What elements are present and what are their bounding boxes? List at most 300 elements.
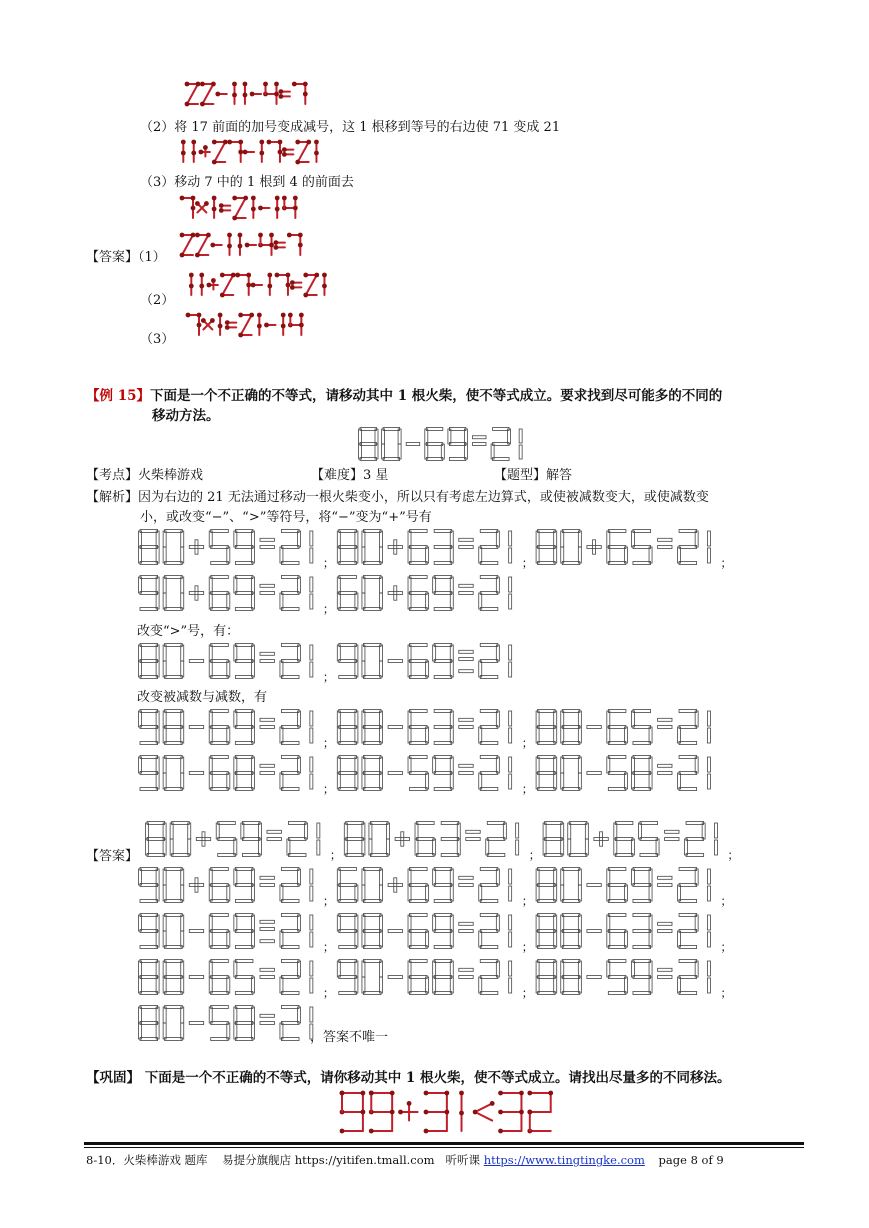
- glyph-0: [170, 822, 191, 857]
- glyph-0: [561, 868, 582, 903]
- glyph->: [260, 584, 274, 594]
- glyph-2: [280, 960, 301, 995]
- example15-question-line1: [86, 384, 722, 404]
- separator: ；: [720, 894, 733, 908]
- glyph-8: [362, 756, 383, 791]
- glyph-9: [631, 960, 652, 995]
- ans15-row3: [138, 910, 733, 954]
- outline-eq-nums-row1: [138, 706, 718, 750]
- glyph-6: [337, 868, 358, 903]
- glyph-8: [146, 822, 167, 857]
- ans15-row5: [138, 1002, 438, 1046]
- glyph->: [260, 1014, 274, 1024]
- glyph-−: [388, 660, 402, 663]
- glyph-9: [234, 868, 255, 903]
- glyph-−: [264, 323, 275, 328]
- glyph-8: [536, 960, 557, 995]
- glyph->: [459, 718, 473, 728]
- glyph-8: [536, 756, 557, 791]
- example15-question-text: 下面是一个不正确的不等式，请移动其中 1 根火柴，使不等式成立。要求找到尽可能多的不同的: [150, 388, 723, 404]
- glyph-1: [509, 531, 512, 563]
- glyph-0: [163, 756, 184, 791]
- glyph->: [459, 876, 473, 886]
- glyph-1: [314, 140, 319, 162]
- glyph-5: [607, 756, 628, 791]
- tixing-label: 【题型】: [494, 468, 547, 483]
- separator: ；: [521, 894, 534, 908]
- glyph-2: [479, 530, 500, 565]
- glyph-1: [310, 915, 313, 947]
- intro-eq-a-top: [185, 80, 355, 110]
- glyph-9: [234, 914, 255, 949]
- glyph-2: [479, 868, 500, 903]
- glyph->: [260, 718, 274, 728]
- outline-ans-row1: [145, 818, 740, 862]
- footer-rule-thick: [84, 1142, 804, 1145]
- outline-eq-90+69: [138, 572, 698, 616]
- glyph-−: [189, 1022, 203, 1025]
- glyph-0: [163, 868, 184, 903]
- glyph-5: [631, 710, 652, 745]
- separator: ；: [322, 986, 335, 1000]
- answer-eq-b: [186, 271, 386, 301]
- glyph-0: [163, 914, 184, 949]
- glyph-9: [234, 644, 255, 679]
- glyph-9: [337, 914, 358, 949]
- glyph-−: [587, 884, 601, 887]
- glyph-0: [382, 428, 402, 461]
- glyph-+: [189, 878, 203, 892]
- glyph-1: [310, 961, 313, 993]
- glyph-9: [448, 428, 468, 461]
- glyph-1: [509, 961, 512, 993]
- glyph-−: [250, 92, 261, 97]
- glyph-5: [216, 822, 237, 857]
- glyph-Z: [195, 233, 211, 258]
- glyph-Z: [200, 82, 216, 107]
- matchstick-puzzle-80-69: [358, 426, 538, 462]
- glyph-8: [344, 822, 365, 857]
- glyph-5: [209, 530, 230, 565]
- glyph-8: [561, 710, 582, 745]
- intro-eq-b-top: [178, 138, 378, 168]
- answer-label-text: 【答案】: [86, 250, 139, 265]
- glyph-3: [424, 1091, 450, 1134]
- glyph-<: [473, 1101, 495, 1121]
- glyph-1: [191, 140, 196, 162]
- separator: ；: [521, 556, 534, 570]
- glyph-7: [292, 82, 308, 104]
- glyph-6: [408, 914, 429, 949]
- glyph-3: [434, 710, 453, 745]
- glyph-7: [267, 140, 283, 162]
- glyph-9: [139, 710, 160, 745]
- glyph-6: [408, 530, 429, 565]
- glyph->: [658, 718, 672, 728]
- consolidate-question: [86, 1066, 731, 1086]
- glyph-0: [362, 576, 383, 611]
- glyph-1: [509, 869, 512, 901]
- glyph-2: [678, 960, 699, 995]
- glyph-8: [139, 1006, 160, 1041]
- glyph-2: [479, 756, 500, 791]
- outline-ans-row5: [138, 1002, 308, 1046]
- glyph-3: [498, 1091, 524, 1134]
- glyph-9: [139, 868, 160, 903]
- example15-tag: 【例 15】: [86, 388, 150, 404]
- nums-group-row2: [138, 752, 718, 796]
- glyph-8: [536, 530, 557, 565]
- glyph-−: [215, 92, 226, 97]
- outline-ans-row2: [138, 864, 733, 908]
- glyph-×: [201, 318, 215, 329]
- glyph-5: [234, 960, 255, 995]
- glyph-2: [479, 960, 500, 995]
- glyph-1: [509, 577, 512, 609]
- separator: ；: [322, 670, 335, 684]
- kaodian-label: 【考点】: [86, 468, 139, 483]
- glyph-1: [251, 196, 256, 218]
- glyph-3: [441, 822, 460, 857]
- glyph-6: [209, 868, 230, 903]
- glyph-1: [189, 273, 194, 295]
- glyph-−: [388, 930, 402, 933]
- matchstick-answer-c: [186, 311, 336, 341]
- glyph-0: [369, 822, 390, 857]
- glyph-−: [406, 443, 420, 446]
- glyph-0: [561, 756, 582, 791]
- glyph-−: [388, 976, 402, 979]
- separator: ；: [329, 848, 342, 862]
- glyph-−: [245, 243, 256, 248]
- glyph-1: [714, 823, 717, 855]
- glyph-=: [225, 320, 236, 330]
- glyph-1: [310, 757, 313, 789]
- glyph->: [466, 830, 480, 840]
- matchstick-equation-a: [185, 80, 355, 110]
- glyph-2: [678, 868, 699, 903]
- separator: ；: [521, 940, 534, 954]
- glyph-2: [280, 756, 301, 791]
- glyph-1: [310, 711, 313, 743]
- footer-left: 8-10．火柴棒游戏 题库 易提分旗舰店 https://yitifen.tmall.com 听听课: [86, 1153, 484, 1167]
- glyph-2: [280, 576, 301, 611]
- answer-eq-a: [180, 231, 350, 261]
- glyph-3: [434, 530, 453, 565]
- glyph-+: [388, 540, 402, 554]
- glyph-2: [479, 710, 500, 745]
- glyph-8: [163, 710, 184, 745]
- glyph-1: [509, 645, 512, 677]
- glyph-=: [274, 240, 285, 250]
- glyph->: [459, 584, 473, 594]
- ans15-row2: [138, 864, 733, 908]
- meta-row: [86, 464, 786, 483]
- glyph-4: [282, 196, 298, 218]
- glyph->: [459, 968, 473, 978]
- glyph-=: [290, 280, 301, 290]
- glyph->: [260, 876, 274, 886]
- glyph-1: [707, 915, 710, 947]
- glyph-1: [218, 313, 223, 335]
- glyph-1: [509, 757, 512, 789]
- glyph-Z: [303, 273, 319, 298]
- glyph-−: [388, 772, 402, 775]
- sign-group-row: [138, 640, 698, 684]
- nandu-value: 3 星: [363, 468, 389, 483]
- glyph->: [260, 968, 274, 978]
- glyph->: [658, 922, 672, 932]
- glyph-Z: [212, 140, 228, 165]
- glyph-6: [337, 576, 358, 611]
- glyph->: [459, 538, 473, 548]
- glyph-0: [163, 1006, 184, 1041]
- glyph-≥: [459, 650, 473, 672]
- glyph-7: [275, 273, 291, 295]
- glyph-−: [210, 243, 221, 248]
- glyph-<: [658, 876, 672, 886]
- glyph-−: [587, 976, 601, 979]
- separator: ；: [720, 986, 733, 1000]
- glyph-+: [199, 145, 210, 156]
- example15-puzzle: [358, 426, 538, 462]
- consolidate-question-text: 下面是一个不正确的不等式，请你移动其中 1 根火柴，使不等式成立。请找出尽量多的不同移法。: [144, 1070, 731, 1086]
- glyph-9: [433, 644, 454, 679]
- glyph-0: [163, 576, 184, 611]
- separator: ；: [521, 986, 534, 1000]
- glyph-5: [638, 822, 659, 857]
- glyph-6: [408, 868, 429, 903]
- glyph-+: [398, 1101, 418, 1121]
- step2-text: （2）将 17 前面的加号变成减号，这 1 根移到等号的右边使 71 变成 21: [140, 120, 561, 135]
- glyph->: [260, 538, 274, 548]
- glyph-1: [243, 82, 248, 104]
- glyph-2: [486, 822, 507, 857]
- footer-page: page 8 of 9: [658, 1153, 724, 1167]
- glyph-8: [337, 710, 358, 745]
- glyph-9: [433, 576, 454, 611]
- glyph-Z: [180, 233, 196, 258]
- glyph-9: [234, 710, 255, 745]
- glyph-+: [388, 586, 402, 600]
- jiexi-line2: 小，或改变“−”、“>”等符号，将“−”变为“+”号有: [140, 510, 432, 525]
- glyph-6: [415, 822, 436, 857]
- glyph-−: [189, 772, 203, 775]
- glyph-8: [536, 710, 557, 745]
- jiexi-line1: [86, 486, 709, 505]
- glyph-6: [607, 530, 628, 565]
- glyph-8: [139, 644, 160, 679]
- glyph-1: [707, 869, 710, 901]
- glyph-1: [259, 140, 264, 162]
- glyph-8: [362, 710, 383, 745]
- glyph-8: [359, 428, 379, 461]
- glyph-×: [195, 201, 209, 212]
- separator: ；: [528, 848, 541, 862]
- glyph-≥: [260, 920, 274, 942]
- glyph-2: [678, 710, 699, 745]
- glyph->: [473, 436, 487, 446]
- footer-link[interactable]: https://www.tingtingke.com: [483, 1153, 645, 1167]
- separator: ；: [322, 894, 335, 908]
- glyph-9: [340, 1091, 366, 1134]
- glyph-−: [189, 660, 203, 663]
- separator: ；: [720, 556, 733, 570]
- glyph-8: [337, 756, 358, 791]
- glyph-=: [279, 89, 290, 99]
- outline-eq-sign-group: [138, 640, 698, 684]
- glyph-9: [433, 756, 454, 791]
- example15-question-line2: 移动方法。: [152, 408, 220, 424]
- tixing-value: 解答: [546, 468, 573, 483]
- separator: ；: [322, 940, 335, 954]
- outline-eq-80+59: [138, 526, 733, 570]
- glyph-=: [282, 147, 293, 157]
- glyph-Z: [232, 196, 248, 221]
- glyph-−: [243, 150, 254, 155]
- glyph-7: [235, 273, 251, 295]
- separator: ；: [521, 736, 534, 750]
- change-sign-text: 改变“>”号，有：: [137, 624, 240, 639]
- glyph-1: [267, 273, 272, 295]
- example15-answer-label: 【答案】: [86, 849, 139, 864]
- glyph-1: [181, 140, 186, 162]
- glyph-<: [260, 652, 274, 662]
- glyph-6: [209, 914, 230, 949]
- glyph-+: [189, 540, 203, 554]
- glyph-6: [614, 822, 635, 857]
- glyph-0: [362, 530, 383, 565]
- glyph-4: [258, 233, 274, 255]
- glyph-2: [280, 530, 301, 565]
- glyph-+: [594, 832, 608, 846]
- glyph->: [658, 968, 672, 978]
- glyph-2: [678, 530, 699, 565]
- consolidate-puzzle: [340, 1088, 560, 1138]
- glyph-8: [536, 914, 557, 949]
- glyph-6: [209, 960, 230, 995]
- glyph-1: [212, 196, 217, 218]
- glyph-9: [337, 644, 358, 679]
- glyph-7: [287, 233, 303, 255]
- matchstick-puzzle-99+31: [340, 1088, 560, 1138]
- glyph-8: [362, 914, 383, 949]
- answer-item-1: （1）: [138, 250, 166, 265]
- glyph-1: [516, 823, 519, 855]
- glyph-6: [408, 960, 429, 995]
- glyph-1: [707, 757, 710, 789]
- glyph-4: [288, 313, 304, 335]
- glyph-2: [280, 644, 301, 679]
- jiexi-label: 【解析】: [86, 490, 139, 505]
- glyph-8: [543, 822, 564, 857]
- glyph-1: [707, 531, 710, 563]
- matchstick-equation-b: [178, 138, 378, 168]
- glyph-2: [287, 822, 308, 857]
- glyph-+: [207, 278, 218, 289]
- glyph-0: [362, 868, 383, 903]
- glyph-0: [362, 644, 383, 679]
- nandu-label: 【难度】: [311, 468, 364, 483]
- answer-label-1: [86, 246, 166, 265]
- outline-eq-nums-row2: [138, 752, 718, 796]
- glyph-1: [310, 869, 313, 901]
- glyph-1: [281, 313, 286, 335]
- glyph-6: [408, 710, 429, 745]
- glyph-2: [678, 756, 699, 791]
- separator: ；: [720, 940, 733, 954]
- glyph-9: [369, 1091, 395, 1134]
- glyph-9: [337, 960, 358, 995]
- glyph-6: [408, 644, 429, 679]
- glyph-0: [362, 960, 383, 995]
- glyph-0: [163, 644, 184, 679]
- separator: ；: [521, 782, 534, 796]
- glyph-7: [180, 196, 196, 218]
- glyph-1: [317, 823, 320, 855]
- glyph-9: [234, 576, 255, 611]
- glyph-−: [189, 726, 203, 729]
- glyph-6: [209, 644, 230, 679]
- glyph-=: [219, 203, 230, 213]
- glyph-1: [238, 233, 243, 255]
- glyph-1: [459, 1091, 464, 1131]
- glyph-1: [519, 429, 522, 459]
- glyph-7: [227, 140, 243, 162]
- glyph-1: [257, 313, 262, 335]
- glyph->: [658, 764, 672, 774]
- glyph-−: [587, 772, 601, 775]
- nums-group-row1: [138, 706, 718, 750]
- jiexi-text-1: 因为右边的 21 无法通过移动一根火柴变小，所以只有考虑左边算式，或使被减数变大，或使减数变: [138, 490, 709, 505]
- glyph-−: [251, 283, 262, 288]
- glyph-Z: [220, 273, 236, 298]
- glyph-1: [509, 711, 512, 743]
- step3-text: （3）移动 7 中的 1 根到 4 的前面去: [140, 175, 354, 190]
- glyph-6: [209, 576, 230, 611]
- separator: ；: [322, 556, 335, 570]
- glyph-1: [275, 196, 280, 218]
- plus-group-row2: [138, 572, 698, 616]
- glyph-+: [189, 586, 203, 600]
- glyph-2: [280, 1006, 301, 1041]
- glyph-2: [491, 428, 511, 461]
- glyph-−: [388, 726, 402, 729]
- footer: [86, 1152, 724, 1168]
- glyph-1: [310, 577, 313, 609]
- glyph-8: [139, 960, 160, 995]
- glyph-−: [258, 206, 269, 211]
- glyph-Z: [185, 82, 201, 107]
- glyph-1: [707, 961, 710, 993]
- glyph-2: [479, 914, 500, 949]
- ans15-row4: [138, 956, 733, 1000]
- separator: ；: [322, 782, 335, 796]
- glyph-6: [425, 428, 445, 461]
- glyph-Z: [238, 313, 254, 338]
- glyph-8: [631, 756, 652, 791]
- glyph-+: [587, 540, 601, 554]
- outline-ans-row3: [138, 910, 733, 954]
- glyph-−: [189, 930, 203, 933]
- glyph-1: [199, 273, 204, 295]
- glyph-2: [280, 914, 301, 949]
- glyph-9: [241, 822, 262, 857]
- glyph-8: [163, 960, 184, 995]
- glyph-5: [209, 1006, 230, 1041]
- glyph-1: [232, 82, 237, 104]
- answer-eq-c: [186, 311, 336, 341]
